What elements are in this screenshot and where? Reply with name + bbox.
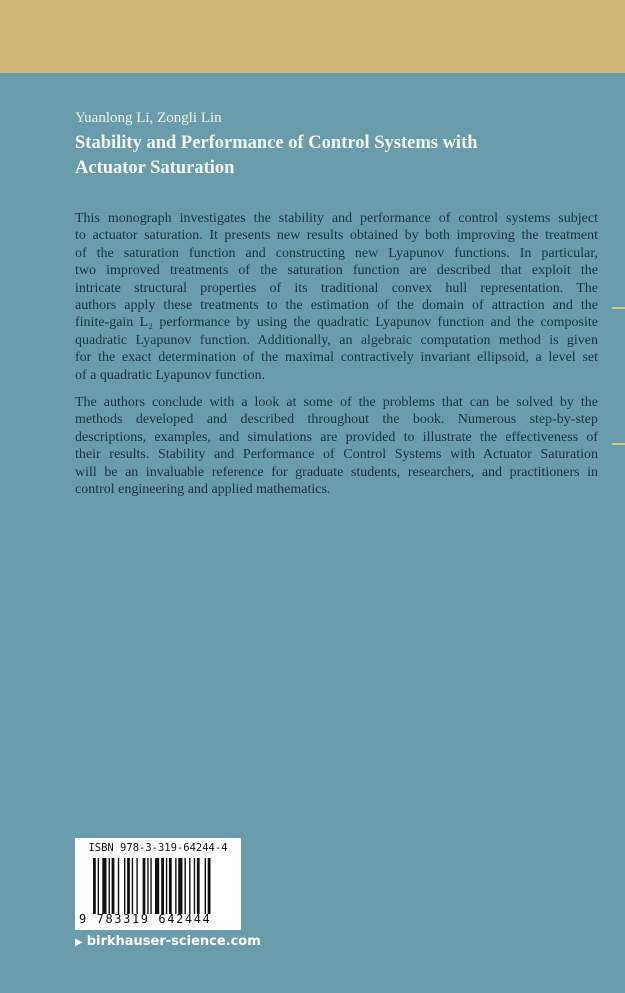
barcode-bar: [102, 858, 106, 914]
text-line: will be an invaluable reference for graduate students, researchers, and practitioners in: [75, 464, 598, 480]
barcode-bar: [109, 858, 110, 914]
barcode-bar: [155, 858, 159, 914]
barcode-bars: [93, 858, 233, 918]
text-line: finite-gain L₂ performance by using the quadratic Lyapunov function and the composite: [75, 315, 598, 331]
book-description: [75, 210, 598, 509]
barcode-bar: [194, 858, 195, 914]
title-line: Stability and Performance of Control Systems with: [75, 133, 478, 153]
barcode-bar: [132, 858, 133, 914]
barcode-bar: [208, 858, 211, 914]
text-line: methods developed and described throughout the book. Numerous step-by-step: [75, 412, 598, 428]
text-line: The authors conclude with a look at some of the problems that can be solved by the: [75, 395, 598, 411]
text-line: authors apply these treatments to the estimation of the domain of attraction and the: [75, 298, 598, 314]
text-line: This monograph investigates the stability and performance of control systems subject: [75, 211, 598, 226]
text-line: descriptions, examples, and simulations are provided to illustrate the effectiveness of: [75, 429, 598, 445]
barcode-bar: [175, 858, 176, 914]
website-text: birkhauser-science.com: [86, 934, 261, 949]
text-line: quadratic Lyapunov function. Additionally, an algebraic computation method is given: [75, 332, 598, 348]
top-color-band: [0, 0, 625, 73]
barcode-bar: [93, 858, 96, 914]
book-title: [75, 131, 575, 181]
barcode-bar: [143, 858, 146, 914]
barcode-bar: [124, 858, 125, 914]
text-line: to actuator saturation. It presents new results obtained by both improving the treatment: [75, 228, 598, 244]
isbn-label: ISBN 978-3-319-64244-4: [88, 842, 228, 854]
barcode-bar: [197, 858, 200, 914]
triangle-right-icon: ▶: [75, 937, 83, 948]
text-line: for the exact determination of the maximal contractively invariant ellipsoid, a level set: [75, 350, 598, 366]
barcode-bar: [205, 858, 206, 914]
text-line: two improved treatments of the saturation function are described that exploit the: [75, 263, 598, 279]
barcode-bar: [127, 858, 130, 914]
barcode-bar: [161, 858, 164, 914]
barcode-bar: [98, 858, 99, 914]
isbn-barcode: [75, 838, 241, 930]
text-line: of the saturation function and constructing new Lyapunov functions. In particular,: [75, 245, 598, 261]
book-authors: Yuanlong Li, Zongli Lin: [75, 110, 222, 126]
title-line: Actuator Saturation: [75, 158, 235, 178]
edge-mark: [612, 307, 625, 309]
barcode-bar: [178, 858, 182, 914]
barcode-bar: [184, 858, 185, 914]
barcode-bar: [112, 858, 115, 914]
barcode-bar: [147, 858, 148, 914]
description-paragraph: [75, 210, 598, 384]
barcode-bar: [136, 858, 137, 914]
description-paragraph: [75, 394, 598, 498]
barcode-digits: 9 783319 642444: [79, 912, 212, 926]
text-line: of a quadratic Lyapunov function.: [75, 367, 266, 383]
publisher-website-link[interactable]: [75, 934, 261, 949]
barcode-bar: [118, 858, 119, 914]
barcode-bar: [189, 858, 190, 914]
edge-mark: [612, 443, 625, 445]
text-line: intricate structural properties of its traditional convex hull representation. The: [75, 280, 598, 296]
text-line: their results. Stability and Performance of Control Systems with Actuator Saturation: [75, 447, 598, 463]
barcode-bar: [150, 858, 151, 914]
barcode-bar: [166, 858, 167, 914]
barcode-bar: [169, 858, 172, 914]
text-line: control engineering and applied mathematics.: [75, 482, 331, 498]
